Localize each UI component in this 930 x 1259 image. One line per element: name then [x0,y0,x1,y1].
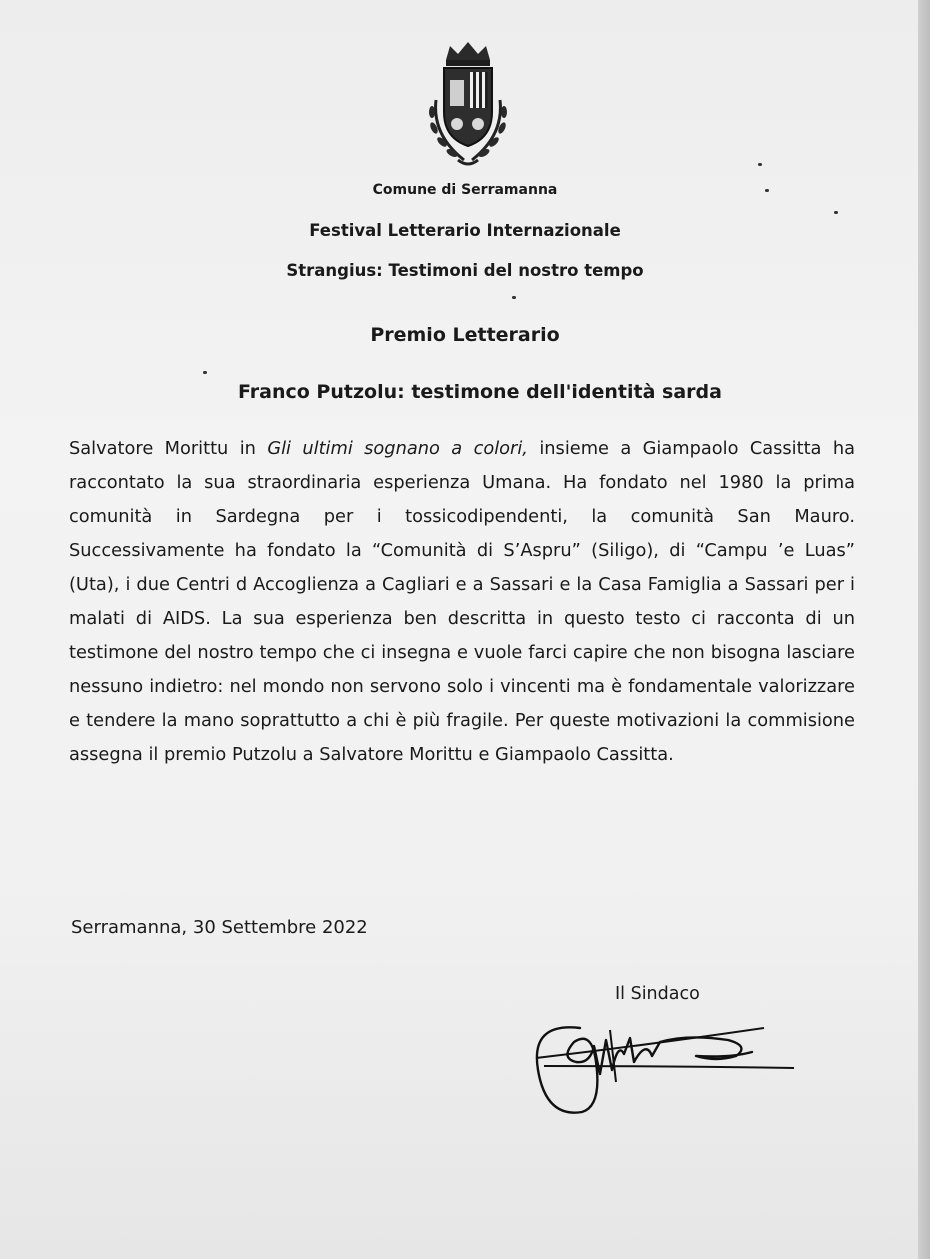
paper-speck [512,296,516,299]
edition-heading: Strangius: Testimoni del nostro tempo [286,261,644,280]
paragraph-text: insieme a Giampaolo Cassitta ha raccontato la sua straordinaria esperienza Umana. Ha fondato nel 1980 la prima comunità in Sardegna per i tossicodipendenti, la comunità San Mauro. Successivamente ha fondato la “Comunità di S’Aspru” (Siligo), di “Campu ’e Luas” (Uta), i due Centri d Accoglienza a Cagliari e a Sassari e la Casa Famiglia a Sassari per i malati di AIDS. La sua esperienza ben descritta in questo testo ci racconta di un testimone del nostro tempo che ci insegna e vuole farci capire che non bisogna lasciare nessuno indietro: nel mondo non servono solo i vincenti ma è fondamentale valorizzare e tendere la mano soprattutto a chi è più fragile. Per queste motivazioni la commisione assegna il premio Putzolu a Salvatore Morittu e Giampaolo Cassitta. [69,438,856,765]
award-subtitle: Franco Putzolu: testimone dell'identità sarda [238,381,722,403]
motivation-paragraph [69,432,855,772]
festival-heading: Festival Letterario Internazionale [309,221,621,240]
signatory-label: Il Sindaco [615,984,700,1004]
paper-speck [765,189,769,192]
paragraph-lead: Salvatore Morittu in [69,438,268,459]
paper-speck [203,371,207,374]
municipal-crest-icon [418,40,518,172]
municipality-heading: Comune di Serramanna [372,182,558,198]
paper-speck [758,163,762,166]
book-title: Gli ultimi sognano a colori, [267,438,528,459]
place-and-date: Serramanna, 30 Settembre 2022 [71,917,368,938]
paper-speck [834,211,838,214]
award-title: Premio Letterario [370,324,560,346]
handwritten-signature [520,1000,810,1130]
